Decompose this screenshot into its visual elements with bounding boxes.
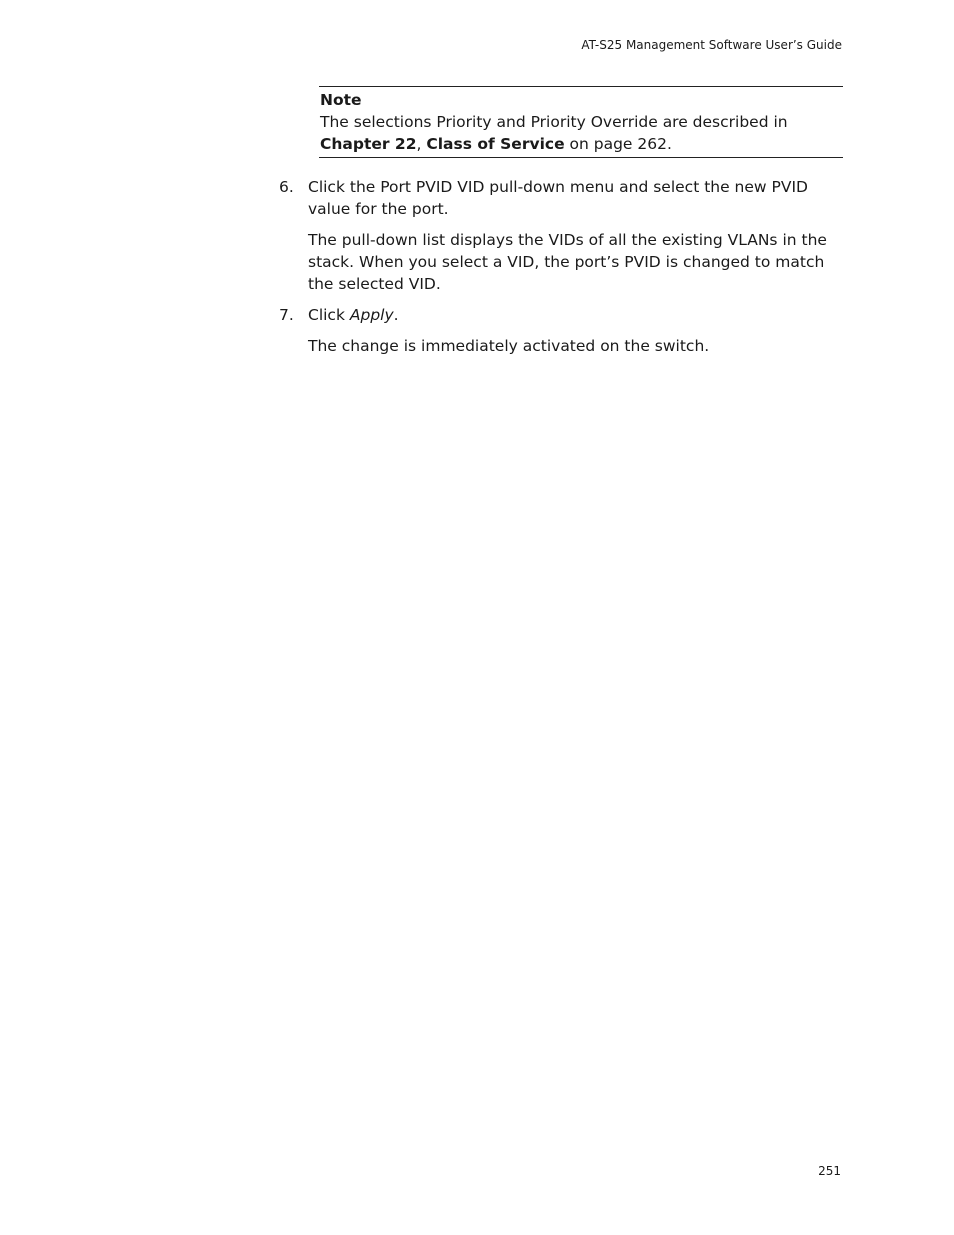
- step-text-lead: Click: [308, 306, 350, 324]
- step-number: 7.: [279, 306, 294, 324]
- note-text: [320, 111, 843, 155]
- step-number: 6.: [279, 178, 294, 196]
- step-text: [308, 304, 842, 326]
- step-text-tail: .: [393, 306, 399, 324]
- step-text: Click the Port PVID VID pull-down menu and select the new PVID value for the port.: [308, 178, 808, 218]
- page-number: 251: [818, 1164, 841, 1178]
- step-detail: The change is immediately activated on the switch.: [308, 337, 710, 355]
- note-box: [319, 86, 843, 158]
- procedure-steps: [278, 176, 842, 357]
- note-section-reference: Class of Service: [426, 135, 565, 153]
- note-chapter-reference: Chapter 22: [320, 135, 417, 153]
- step-6: [278, 176, 842, 295]
- note-comma: ,: [416, 135, 427, 153]
- note-text-lead: The selections Priority and Priority Override are described in: [320, 113, 788, 131]
- note-text-tail: on page 262.: [564, 135, 672, 153]
- step-detail: The pull-down list displays the VIDs of all the existing VLANs in the stack. When you select a VID, the port’s PVID is changed to match the selected VID.: [308, 231, 827, 293]
- apply-reference: Apply: [349, 306, 394, 324]
- note-title: Note: [320, 91, 362, 109]
- step-7: [278, 304, 842, 357]
- running-header: AT-S25 Management Software User’s Guide: [581, 38, 842, 52]
